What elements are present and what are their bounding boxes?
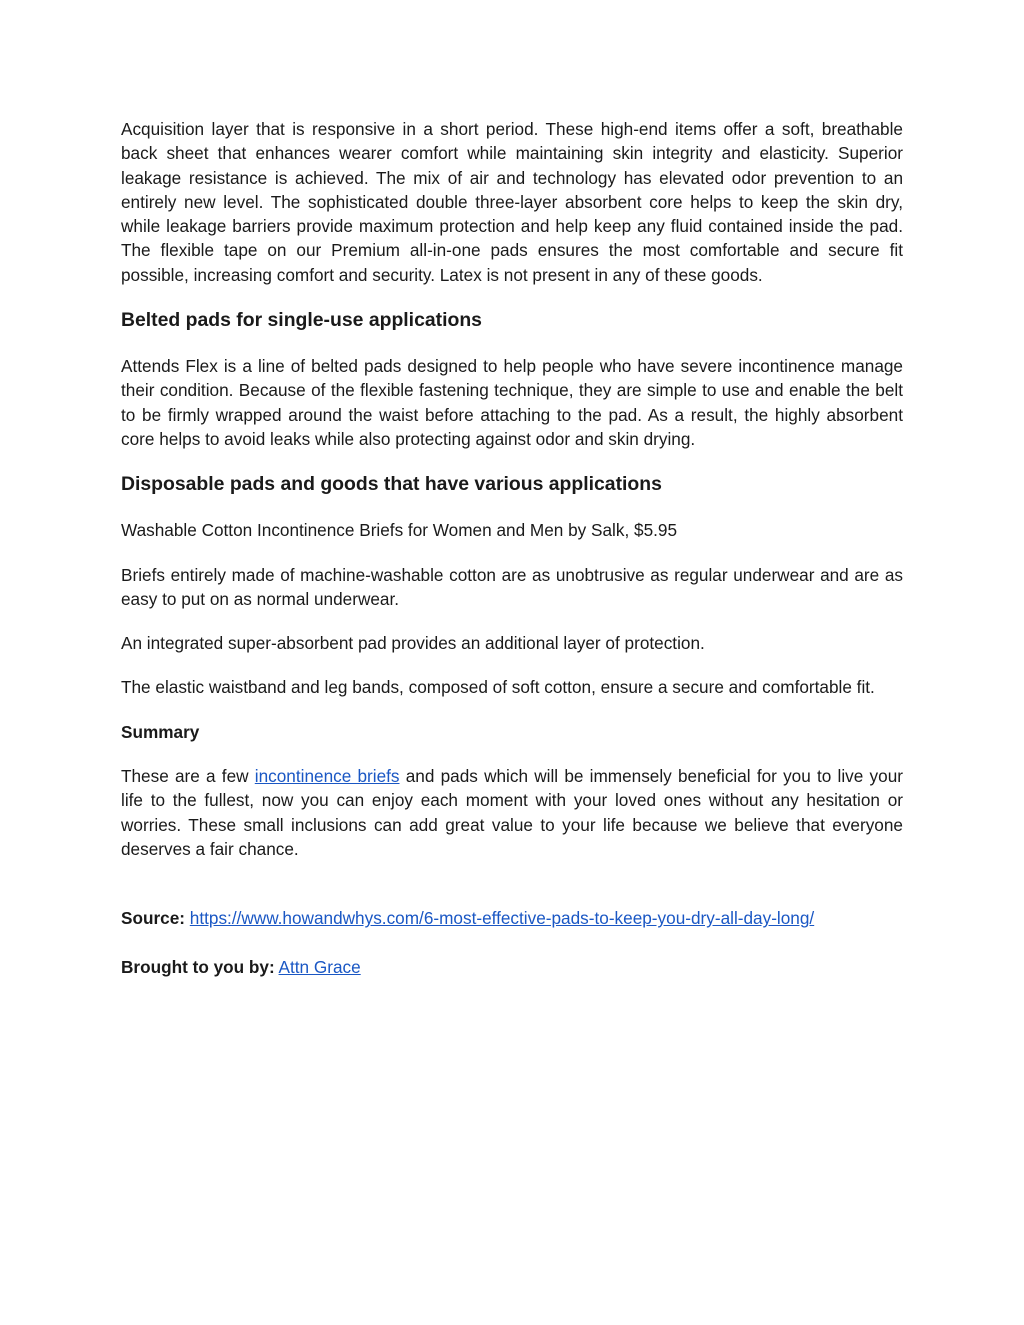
waistband-paragraph: The elastic waistband and leg bands, composed of soft cotton, ensure a secure and comfortable fit. [121, 677, 875, 698]
incontinence-briefs-link[interactable]: incontinence briefs [254, 766, 400, 787]
briefs-paragraph: Briefs entirely made of machine-washable cotton are as unobtrusive as regular underwear and are as easy to put on as normal underwear. [121, 564, 903, 609]
source-label: Source: [121, 908, 185, 929]
brought-by-line [121, 955, 903, 979]
attn-grace-link[interactable]: Attn Grace [278, 956, 361, 977]
disposable-pads-heading: Disposable pads and goods that have various applications [121, 473, 662, 496]
summary-text-before-link: These are a few [121, 766, 255, 787]
document-page [121, 117, 903, 979]
product-line: Washable Cotton Incontinence Briefs for Women and Men by Salk, $5.95 [121, 520, 678, 541]
brought-by-label: Brought to you by: [121, 956, 275, 977]
belted-pads-heading: Belted pads for single-use applications [121, 309, 482, 332]
summary-heading: Summary [121, 721, 200, 742]
summary-text-after-link: and pads which will be immensely beneficial for you to live your life to the fullest, now you can enjoy each moment with your loved ones without any hesitation or worries. These small inclusions can add great value to your life because we believe that everyone deserves a fair chance. [121, 766, 903, 859]
absorbent-pad-paragraph: An integrated super-absorbent pad provides an additional layer of protection. [121, 633, 705, 654]
belted-pads-paragraph: Attends Flex is a line of belted pads designed to help people who have severe incontinence manage their condition. Because of the flexible fastening technique, they are simple to use and enable the belt to be firmly wrapped around the waist before attaching to the pad. As a result, the highly absorbent core helps to avoid leaks while also protecting against odor and skin drying. [121, 356, 903, 449]
summary-paragraph [121, 764, 903, 861]
intro-paragraph: Acquisition layer that is responsive in a short period. These high-end items offer a soft, breathable back sheet that enhances wearer comfort while maintaining skin integrity and elasticity. Superior leakage resistance is achieved. The mix of air and technology has elevated odor prevention to an entirely new level. The sophisticated double three-layer absorbent core helps to keep the skin dry, while leakage barriers provide maximum protection and help keep any fluid contained inside the pad. The flexible tape on our Premium all-in-one pads ensures the most comfortable and secure fit possible, increasing comfort and security. Latex is not present in any of these goods. [121, 119, 903, 285]
source-line [121, 906, 903, 930]
source-url-link[interactable]: https://www.howandwhys.com/6-most-effective-pads-to-keep-you-dry-all-day-long/ [189, 908, 815, 929]
